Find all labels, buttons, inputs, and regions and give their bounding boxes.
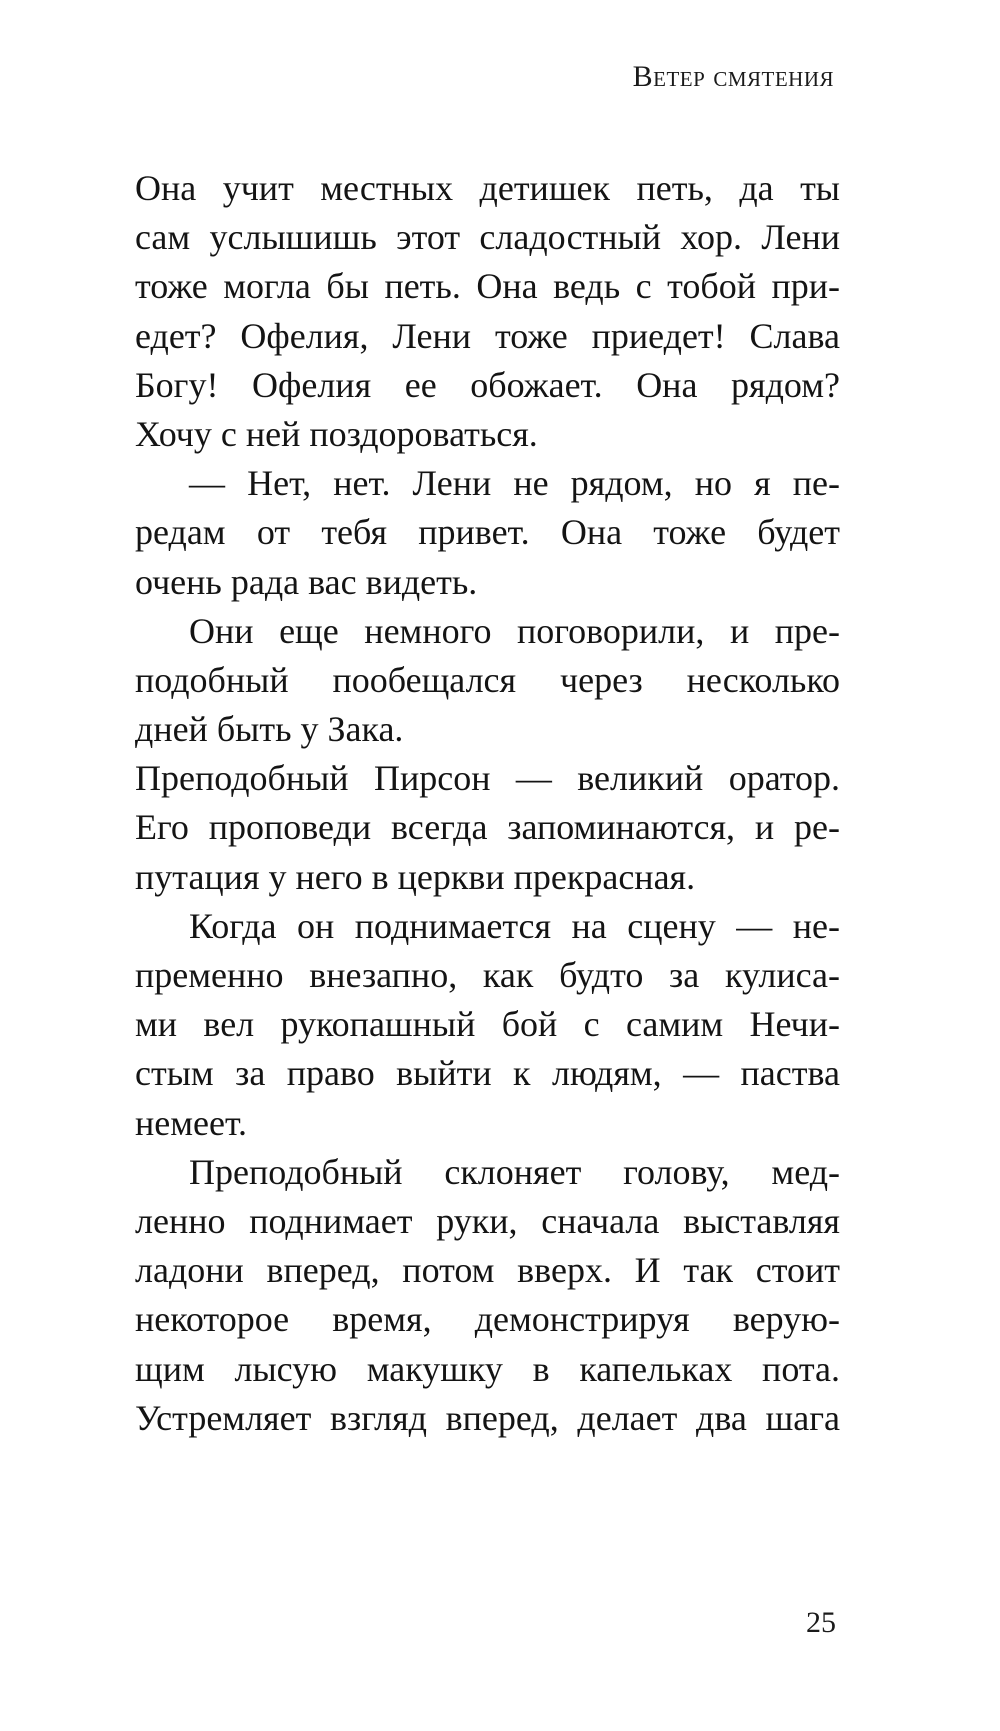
text-line: — Нет, нет. Лени не рядом, но я пе- bbox=[189, 463, 840, 504]
text-line: стым за право выйти к людям, — паства bbox=[135, 1053, 840, 1094]
text-line: путация у него в церкви прекрасная. bbox=[135, 856, 696, 897]
text-line: едет? Офелия, Лени тоже приедет! Слава bbox=[135, 315, 840, 356]
text-line: Хочу с ней поздороваться. bbox=[135, 413, 538, 454]
text-line: Они еще немного поговорили, и пре- bbox=[189, 610, 840, 651]
text-line: очень рада вас видеть. bbox=[135, 561, 478, 602]
text-line: Богу! Офелия ее обожает. Она рядом? bbox=[135, 364, 840, 405]
text-line: немеет. bbox=[135, 1102, 248, 1143]
text-line: сам услышишь этот сладостный хор. Лени bbox=[135, 217, 840, 258]
page-number: 25 bbox=[806, 1606, 836, 1639]
text-line: ми вел рукопашный бой с самим Нечи- bbox=[135, 1004, 840, 1045]
text-line: ленно поднимает руки, сначала выставляя bbox=[135, 1200, 840, 1241]
text-line: редам от тебя привет. Она тоже будет bbox=[135, 512, 840, 553]
text-line: пременно внезапно, как будто за кулиса- bbox=[135, 955, 840, 995]
text-line: Она учит местных детишек петь, да ты bbox=[135, 168, 840, 208]
text-line: ладони вперед, потом вверх. И так стоит bbox=[135, 1250, 840, 1291]
body-text bbox=[135, 164, 840, 1443]
text-line: тоже могла бы петь. Она ведь с тобой при- bbox=[135, 266, 840, 307]
text-line: Преподобный Пирсон — великий оратор. bbox=[135, 758, 840, 799]
text-line: Его проповеди всегда запоминаются, и ре- bbox=[135, 807, 840, 848]
running-header: Ветер смятения bbox=[632, 60, 834, 93]
text-line: Преподобный склоняет голову, мед- bbox=[189, 1151, 840, 1192]
text-line: некоторое время, демонстрируя верую- bbox=[135, 1299, 840, 1340]
text-line: Устремляет взгляд вперед, делает два шага bbox=[135, 1397, 840, 1438]
text-line: Когда он поднимается на сцену — не- bbox=[189, 905, 840, 946]
text-line: щим лысую макушку в капельках пота. bbox=[135, 1348, 840, 1389]
text-line: дней быть у Зака. bbox=[135, 709, 404, 750]
text-line: подобный пообещался через несколько bbox=[135, 659, 840, 700]
